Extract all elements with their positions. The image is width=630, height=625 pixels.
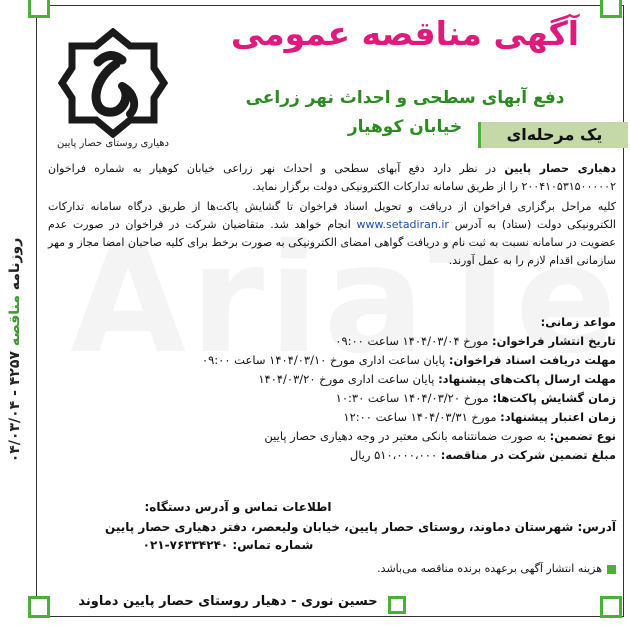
corner-ornament: [388, 596, 406, 614]
schedule-item: [48, 427, 616, 446]
newspaper-brand: مناقصه: [7, 295, 23, 347]
schedule-item: [48, 389, 616, 408]
notice-subtitle-line1: دفع آبهای سطحی و احداث نهر زراعی: [245, 88, 565, 108]
side-strip-text: [7, 238, 23, 463]
corner-ornament: [28, 596, 50, 618]
corner-ornament: [600, 596, 622, 618]
contact-heading: اطلاعات تماس و آدرس دستگاه:: [144, 500, 332, 514]
schedule-item-value: مورخ ۱۴۰۴/۰۳/۰۴ ساعت ۰۹:۰۰: [335, 334, 493, 348]
schedule-item-value: به صورت ضمانتنامه بانکی معتبر در وجه دهیاری حصار پایین: [264, 429, 550, 443]
green-square-bullet-icon: [607, 565, 616, 574]
schedule-item: [48, 332, 616, 351]
footnote: [48, 562, 616, 575]
schedule-item-label: زمان اعتبار پیشنهاد:: [500, 410, 616, 424]
schedule-item: [48, 370, 616, 389]
contact-address: آدرس: شهرستان دماوند، روستای حصار پایین، خیابان ولیعصر، دفتر دهیاری حصار پایین: [105, 520, 616, 534]
schedule-item-value: مورخ ۱۴۰۴/۰۳/۲۰ ساعت ۱۰:۳۰: [335, 391, 493, 405]
stage-badge: یک مرحله‌ای: [478, 122, 628, 148]
schedule-item-label: زمان گشایش پاکت‌ها:: [492, 391, 616, 405]
schedule-heading: مواعد زمانی:: [540, 315, 616, 329]
schedule-item-value: پایان ساعت اداری مورخ ۱۴۰۴/۰۳/۲۰: [258, 372, 439, 386]
notice-title: آگهی مناقصه عمومی: [230, 14, 580, 53]
notice-subtitle-line2: خیابان کوهیار: [347, 117, 463, 137]
schedule-item-value: پایان ساعت اداری مورخ ۱۴۰۴/۰۳/۱۰ ساعت ۰۹:۰۰: [201, 353, 449, 367]
body-paragraph-2-after: انجام خواهد شد. متقاضیان شرکت در فراخوان در صورت عدم عضویت در سامانه نسبت به ثبت نام و دریافت گواهی امضای الکترونیکی به صورت برخط برای کلیه صاحبان امضا مجاز و مهر سازمانی اقدام لازم را به عمل آورند.: [48, 218, 616, 267]
logo-caption: دهیاری روستای حصار پایین: [57, 138, 169, 149]
schedule-item-label: نوع تضمین:: [549, 429, 616, 443]
organization-name: دهیاری حصار پایین: [504, 162, 616, 175]
notice-body: [48, 160, 616, 272]
body-paragraph-2-before: کلیه مراحل برگزاری فراخوان از دریافت و تحویل اسناد فراخوان تا گشایش پاکت‌ها از طریق درگاه سامانه تدارکات الکترونیکی دولت (ستاد) به آدرس: [48, 200, 616, 231]
contact-phone: شماره تماس: ۷۶۳۳۴۲۴۰-۰۲۱: [142, 538, 314, 552]
schedule-section: [48, 313, 616, 465]
schedule-item-label: تاریخ انتشار فراخوان:: [492, 334, 616, 348]
footnote-text: هزینه انتشار آگهی برعهده برنده مناقصه می‌باشد.: [377, 562, 602, 575]
schedule-item-label: مبلغ تضمین شرکت در مناقصه:: [440, 448, 616, 462]
issue-number: ۴۲۵۷ - ۰۴/۰۳/۰۴: [7, 351, 23, 463]
schedule-item: [48, 351, 616, 370]
schedule-item-value: مورخ ۱۴۰۴/۰۳/۳۱ ساعت ۱۲:۰۰: [343, 410, 501, 424]
body-paragraph-2: [48, 198, 616, 270]
setad-website-link[interactable]: www.setadiran.ir: [356, 218, 449, 231]
signature: حسین نوری - دهیار روستای حصار پایین دماوند: [70, 594, 386, 609]
corner-ornament: [28, 0, 50, 18]
newspaper-side-strip: [0, 190, 30, 510]
newspaper-prefix: روزنامه: [7, 237, 23, 291]
schedule-item-label: مهلت ارسال پاکت‌های پیشنهاد:: [438, 372, 616, 386]
body-paragraph-1: [48, 160, 616, 196]
body-paragraph-1-text: در نظر دارد دفع آبهای سطحی و احداث نهر زراعی خیابان کوهیار به شماره فراخوان ۲۰۰۴۱۰۵۳۱۵۰۰۰۰۰۲ را از طریق سامانه تدارکات الکترونیکی دولت برگزار نماید.: [48, 162, 616, 193]
schedule-item-label: مهلت دریافت اسناد فراخوان:: [448, 353, 616, 367]
schedule-item: [48, 446, 616, 465]
schedule-item: [48, 408, 616, 427]
schedule-item-value: ۵۱۰،۰۰۰،۰۰۰ ریال: [349, 448, 441, 462]
hesar-payin-logo-icon: [58, 28, 168, 138]
